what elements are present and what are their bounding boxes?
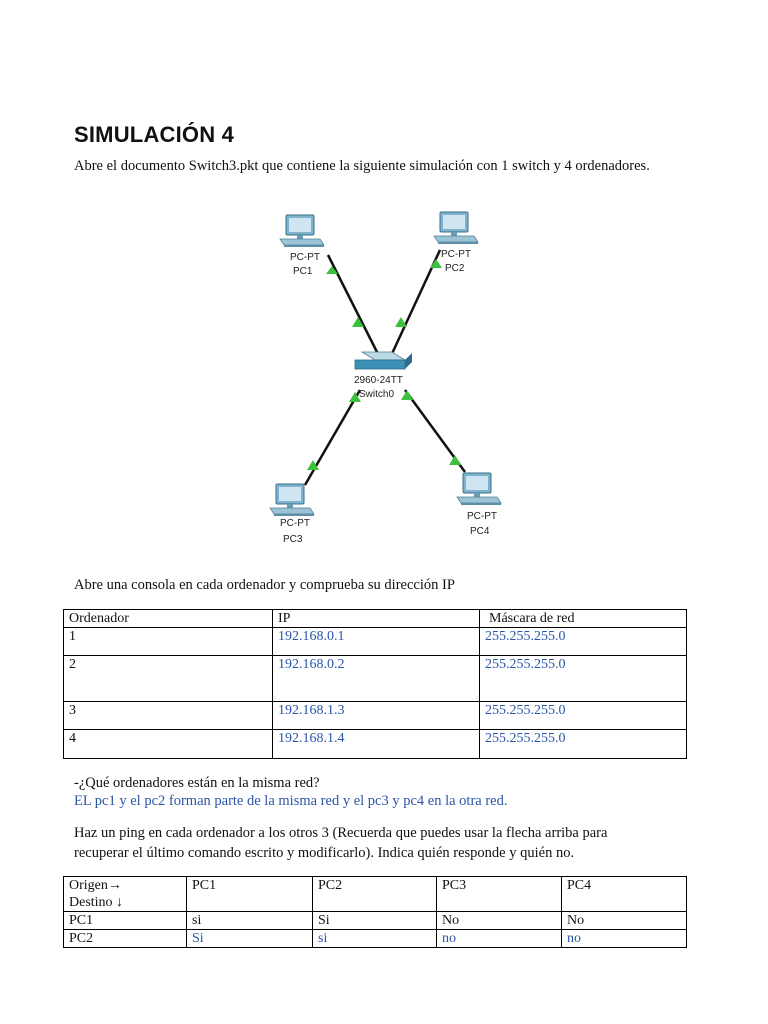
ip-table-header: IP bbox=[273, 610, 480, 628]
network-diagram bbox=[250, 200, 520, 550]
pc2-icon[interactable] bbox=[434, 212, 478, 244]
ip-table-cell: 192.168.1.4 bbox=[273, 730, 480, 759]
ip-table bbox=[63, 609, 687, 759]
ip-table-cell: 192.168.0.1 bbox=[273, 628, 480, 656]
ping-row-label: PC1 bbox=[64, 912, 187, 930]
ip-table-cell: 2 bbox=[64, 656, 273, 702]
table-row bbox=[64, 912, 687, 930]
pc4-type-label: PC-PT bbox=[467, 511, 497, 522]
switch-name-label: Switch0 bbox=[359, 389, 395, 400]
ping-table-header-row bbox=[64, 877, 687, 912]
pc1-icon[interactable] bbox=[280, 215, 324, 247]
table-row bbox=[64, 730, 687, 759]
pc3-type-label: PC-PT bbox=[280, 518, 310, 529]
ping-table-cell: No bbox=[562, 912, 687, 930]
ping-table-cell: si bbox=[187, 912, 313, 930]
ip-table-cell: 192.168.0.2 bbox=[273, 656, 480, 702]
ip-table-cell: 255.255.255.0 bbox=[480, 702, 687, 730]
link-pc3-switch bbox=[305, 390, 360, 485]
table-row bbox=[64, 930, 687, 948]
ping-table-cell: si bbox=[313, 930, 437, 948]
ping-table-cell: No bbox=[437, 912, 562, 930]
ip-table-header-row bbox=[64, 610, 687, 628]
pc4-name-label: PC4 bbox=[470, 526, 490, 537]
pc3-name-label: PC3 bbox=[283, 534, 303, 545]
pc2-type-label: PC-PT bbox=[441, 249, 471, 260]
ping-table-header: PC4 bbox=[562, 877, 687, 912]
answer-text: EL pc1 y el pc2 forman parte de la misma red y el pc3 y pc4 en la otra red. bbox=[74, 793, 508, 809]
pc1-type-label: PC-PT bbox=[290, 252, 320, 263]
ping-table-header: PC1 bbox=[187, 877, 313, 912]
ip-table-cell: 255.255.255.0 bbox=[480, 730, 687, 759]
ip-table-cell: 1 bbox=[64, 628, 273, 656]
ping-table-corner bbox=[64, 877, 187, 912]
page-title: SIMULACIÓN 4 bbox=[74, 122, 235, 147]
ping-table-cell: Si bbox=[313, 912, 437, 930]
ping-table-cell: Si bbox=[187, 930, 313, 948]
ip-table-header: Máscara de red bbox=[480, 610, 687, 628]
question-text: -¿Qué ordenadores están en la misma red? bbox=[74, 775, 320, 791]
ping-instruction-line-2: recuperar el último comando escrito y modificarlo). Indica quién responde y quién no. bbox=[74, 845, 575, 861]
table-row bbox=[64, 628, 687, 656]
console-instruction: Abre una consola en cada ordenador y comprueba su dirección IP bbox=[74, 577, 455, 593]
ip-table-cell: 255.255.255.0 bbox=[480, 628, 687, 656]
switch-model-label: 2960-24TT bbox=[354, 375, 403, 386]
ping-row-label: PC2 bbox=[64, 930, 187, 948]
ping-table-header: PC3 bbox=[437, 877, 562, 912]
link-pc1-switch bbox=[328, 255, 380, 358]
ip-table-cell: 192.168.1.3 bbox=[273, 702, 480, 730]
pc4-icon[interactable] bbox=[457, 473, 501, 505]
pc1-name-label: PC1 bbox=[293, 266, 313, 277]
ping-table bbox=[63, 876, 687, 948]
origin-label: Origen→ bbox=[69, 878, 122, 893]
ip-table-cell: 4 bbox=[64, 730, 273, 759]
destination-label: Destino ↓ bbox=[69, 895, 124, 910]
pc3-icon[interactable] bbox=[270, 484, 314, 516]
ping-table-cell: no bbox=[562, 930, 687, 948]
ip-table-cell: 3 bbox=[64, 702, 273, 730]
ip-table-cell: 255.255.255.0 bbox=[480, 656, 687, 702]
ping-table-cell: no bbox=[437, 930, 562, 948]
switch-icon[interactable] bbox=[355, 352, 412, 369]
ping-table-header: PC2 bbox=[313, 877, 437, 912]
table-row bbox=[64, 656, 687, 702]
ping-instruction-line-1: Haz un ping en cada ordenador a los otros 3 (Recuerda que puedes usar la flecha arriba para bbox=[74, 825, 608, 841]
intro-text: Abre el documento Switch3.pkt que contiene la siguiente simulación con 1 switch y 4 ordenadores. bbox=[74, 158, 650, 174]
pc2-name-label: PC2 bbox=[445, 263, 465, 274]
table-row bbox=[64, 702, 687, 730]
ip-table-header: Ordenador bbox=[64, 610, 273, 628]
